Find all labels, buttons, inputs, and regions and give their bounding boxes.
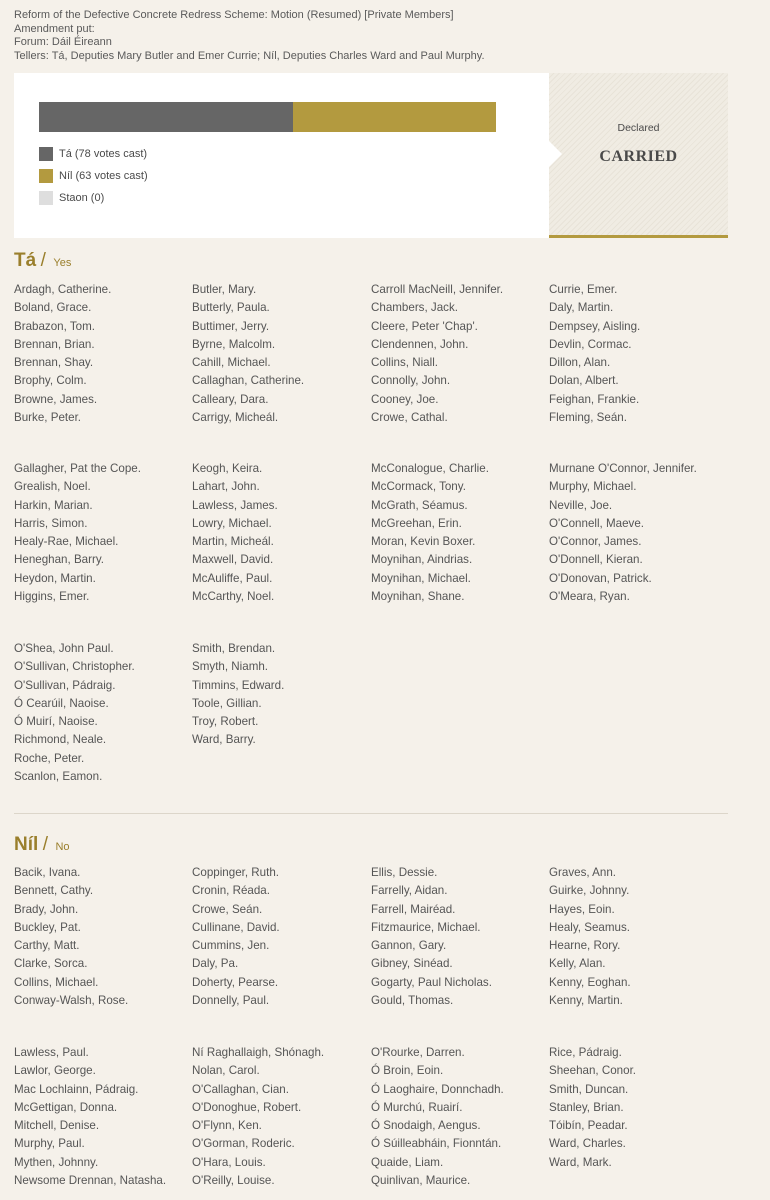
member-name: Burke, Peter.: [14, 411, 82, 425]
member-name: Kenny, Eoghan.: [549, 975, 631, 989]
member-name: O'Hara, Louis.: [192, 1155, 266, 1169]
member-name: Hearne, Rory.: [549, 939, 621, 953]
name-column: [549, 640, 728, 786]
member-name: O'Callaghan, Cian.: [192, 1082, 289, 1096]
member-name: O'Sullivan, Pádraig.: [14, 678, 116, 692]
name-column: [14, 281, 192, 427]
member-name: Buttimer, Jerry.: [192, 319, 270, 333]
vote-result-panel: [14, 73, 549, 238]
member-name: Lawless, Paul.: [14, 1046, 89, 1059]
member-name: Lawless, James.: [192, 498, 278, 512]
member-name: Mitchell, Denise.: [14, 1119, 100, 1133]
member-name: Crowe, Cathal.: [371, 411, 448, 425]
nil-names-group-2: [14, 1044, 728, 1190]
member-name: Butterly, Paula.: [192, 301, 270, 315]
member-name: Maxwell, David.: [192, 553, 274, 567]
member-name: McCarthy, Noel.: [192, 590, 275, 604]
member-name: Coppinger, Ruth.: [192, 866, 280, 879]
ta-title: Tá: [14, 250, 37, 271]
member-name: Richmond, Neale.: [14, 733, 107, 747]
member-name: Lowry, Michael.: [192, 516, 272, 530]
legend-swatch-nil: [39, 169, 53, 183]
member-name: Gannon, Gary.: [371, 939, 447, 953]
member-name: Ó Snodaigh, Aengus.: [371, 1119, 481, 1133]
member-name: Browne, James.: [14, 392, 98, 406]
name-column: [192, 1044, 371, 1190]
member-name: Mac Lochlainn, Pádraig.: [14, 1082, 139, 1096]
member-name: Brennan, Shay.: [14, 356, 94, 370]
member-name: Dempsey, Aisling.: [549, 319, 641, 333]
member-name: Ó Broin, Eoin.: [371, 1064, 444, 1078]
member-name: Cronin, Réada.: [192, 884, 270, 898]
legend-item-staon: [39, 187, 148, 209]
member-name: Cummins, Jen.: [192, 939, 270, 953]
member-name: O'Flynn, Ken.: [192, 1119, 262, 1133]
member-name: Fitzmaurice, Michael.: [371, 920, 481, 934]
member-name: Quaide, Liam.: [371, 1155, 444, 1169]
name-column: [14, 640, 192, 786]
member-name: McGettigan, Donna.: [14, 1100, 118, 1114]
name-column: [371, 1044, 549, 1190]
member-name: Ó Cearúil, Naoise.: [14, 696, 109, 710]
member-name: Moynihan, Michael.: [371, 571, 471, 585]
member-name: O'Donnell, Kieran.: [549, 553, 643, 567]
member-name: Brennan, Brian.: [14, 337, 95, 351]
vote-meta: [14, 9, 485, 63]
member-name: Moynihan, Shane.: [371, 590, 465, 604]
member-name: Clendennen, John.: [371, 337, 469, 351]
name-column: [14, 460, 192, 606]
member-name: Buckley, Pat.: [14, 920, 81, 934]
member-name: O'Sullivan, Christopher.: [14, 660, 135, 674]
member-name: Lawlor, George.: [14, 1064, 96, 1078]
member-name: Connolly, John.: [371, 374, 451, 388]
member-name: Roche, Peter.: [14, 751, 85, 765]
member-name: Healy, Seamus.: [549, 920, 630, 934]
member-name: Hayes, Eoin.: [549, 902, 615, 916]
member-name: McConalogue, Charlie.: [371, 462, 489, 475]
member-name: Mythen, Johnny.: [14, 1155, 99, 1169]
member-name: Brady, John.: [14, 902, 79, 916]
member-name: Moynihan, Aindrias.: [371, 553, 473, 567]
member-name: O'Meara, Ryan.: [549, 590, 630, 604]
member-name: Stanley, Brian.: [549, 1100, 624, 1114]
member-name: Doherty, Pearse.: [192, 975, 279, 989]
name-column: [14, 864, 192, 1010]
member-name: Brabazon, Tom.: [14, 319, 95, 333]
member-name: O'Reilly, Louise.: [192, 1174, 275, 1188]
member-name: Donnelly, Paul.: [192, 994, 270, 1008]
bar-segment-ta: [39, 102, 293, 132]
member-name: Newsome Drennan, Natasha.: [14, 1174, 167, 1188]
member-name: Conway-Walsh, Rose.: [14, 994, 129, 1008]
member-name: Grealish, Noel.: [14, 480, 91, 494]
member-name: Scanlon, Eamon.: [14, 770, 103, 784]
forum-text: Forum: Dáil Éireann: [14, 36, 112, 49]
member-name: Guirke, Johnny.: [549, 884, 630, 898]
member-name: Harris, Simon.: [14, 516, 88, 530]
member-name: Ward, Mark.: [549, 1155, 612, 1169]
member-name: Gibney, Sinéad.: [371, 957, 453, 971]
declared-panel: [549, 73, 728, 238]
member-name: Boland, Grace.: [14, 301, 92, 315]
motion-title: Reform of the Defective Concrete Redress Scheme: Motion (Resumed) [Private Members]: [14, 9, 454, 21]
name-column: [371, 864, 549, 1010]
member-name: Lahart, John.: [192, 480, 260, 494]
member-name: Kenny, Martin.: [549, 994, 623, 1008]
member-name: Heydon, Martin.: [14, 571, 96, 585]
member-name: Ó Muirí, Naoise.: [14, 715, 98, 729]
ta-slash: /: [40, 250, 46, 271]
member-name: O'Connor, James.: [549, 535, 642, 549]
member-name: Keogh, Keira.: [192, 462, 263, 475]
member-name: Murphy, Paul.: [14, 1137, 85, 1151]
member-name: Harkin, Marian.: [14, 498, 93, 512]
vote-bar: [39, 102, 496, 132]
member-name: Smith, Duncan.: [549, 1082, 629, 1096]
legend-swatch-staon: [39, 191, 53, 205]
member-name: Bacik, Ivana.: [14, 866, 81, 879]
member-name: McGrath, Séamus.: [371, 498, 468, 512]
name-column: [192, 864, 371, 1010]
member-name: O'Donoghue, Robert.: [192, 1100, 302, 1114]
member-name: Ó Súilleabháin, Fionntán.: [371, 1137, 502, 1151]
member-name: Smyth, Niamh.: [192, 660, 269, 674]
section-divider: [14, 813, 728, 814]
legend-item-ta: [39, 143, 148, 165]
member-name: Martin, Micheál.: [192, 535, 274, 549]
declared-label: Declared: [617, 122, 660, 134]
member-name: McCormack, Tony.: [371, 480, 466, 494]
legend-item-nil: [39, 165, 148, 187]
vote-legend: [39, 143, 148, 209]
name-column: [192, 281, 371, 427]
member-name: Callaghan, Catherine.: [192, 374, 305, 388]
member-name: Toole, Gillian.: [192, 696, 262, 710]
member-name: O'Gorman, Roderic.: [192, 1137, 295, 1151]
declared-result: CARRIED: [599, 148, 678, 165]
member-name: Ellis, Dessie.: [371, 866, 438, 879]
ta-subtitle: Yes: [53, 257, 72, 269]
legend-label-ta: Tá (78 votes cast): [59, 148, 148, 160]
nil-names-group-1: [14, 864, 728, 1010]
legend-label-nil: Níl (63 votes cast): [59, 170, 148, 182]
member-name: Higgins, Emer.: [14, 590, 90, 604]
member-name: Crowe, Seán.: [192, 902, 263, 916]
member-name: Clarke, Sorca.: [14, 957, 88, 971]
member-name: Tóibín, Peadar.: [549, 1119, 628, 1133]
ta-names-group-1: [14, 281, 728, 427]
member-name: Farrelly, Aidan.: [371, 884, 448, 898]
member-name: Timmins, Edward.: [192, 678, 285, 692]
member-name: Currie, Emer.: [549, 283, 618, 296]
member-name: O'Donovan, Patrick.: [549, 571, 652, 585]
member-name: O'Rourke, Darren.: [371, 1046, 465, 1059]
member-name: O'Shea, John Paul.: [14, 642, 114, 655]
nil-title: Níl: [14, 834, 39, 855]
member-name: Graves, Ann.: [549, 866, 617, 879]
member-name: Healy-Rae, Michael.: [14, 535, 119, 549]
member-name: Brophy, Colm.: [14, 374, 87, 388]
member-name: Moran, Kevin Boxer.: [371, 535, 476, 549]
nil-slash: /: [42, 834, 49, 855]
member-name: Calleary, Dara.: [192, 392, 269, 406]
nil-subtitle: No: [55, 841, 70, 853]
legend-swatch-ta: [39, 147, 53, 161]
member-name: Murphy, Michael.: [549, 480, 637, 494]
member-name: Collins, Michael.: [14, 975, 99, 989]
name-column: [192, 460, 371, 606]
name-column: [192, 640, 371, 786]
member-name: Gallagher, Pat the Cope.: [14, 462, 141, 475]
member-name: Ó Murchú, Ruairí.: [371, 1100, 463, 1114]
legend-label-staon: Staon (0): [59, 192, 105, 204]
member-name: Neville, Joe.: [549, 498, 613, 512]
name-column: [14, 1044, 192, 1190]
member-name: Cleere, Peter 'Chap'.: [371, 319, 478, 333]
member-name: Collins, Niall.: [371, 356, 439, 370]
member-name: McAuliffe, Paul.: [192, 571, 273, 585]
member-name: Nolan, Carol.: [192, 1064, 260, 1078]
member-name: Kelly, Alan.: [549, 957, 606, 971]
member-name: Daly, Pa.: [192, 957, 239, 971]
member-name: O'Connell, Maeve.: [549, 516, 645, 530]
member-name: Carroll MacNeill, Jennifer.: [371, 283, 504, 296]
bar-segment-nil: [293, 102, 496, 132]
member-name: Ní Raghallaigh, Shónagh.: [192, 1046, 325, 1059]
member-name: Bennett, Cathy.: [14, 884, 94, 898]
member-name: Rice, Pádraig.: [549, 1046, 622, 1059]
member-name: McGreehan, Erin.: [371, 516, 462, 530]
member-name: Carthy, Matt.: [14, 939, 80, 953]
member-name: Cullinane, David.: [192, 920, 280, 934]
member-name: Chambers, Jack.: [371, 301, 458, 315]
member-name: Ward, Charles.: [549, 1137, 626, 1151]
member-name: Gould, Thomas.: [371, 994, 454, 1008]
member-name: Ward, Barry.: [192, 733, 256, 747]
ta-names-group-2: [14, 460, 728, 606]
member-name: Butler, Mary.: [192, 283, 257, 296]
name-column: [371, 640, 549, 786]
ta-heading: [14, 250, 71, 272]
name-column: [549, 864, 728, 1010]
member-name: Smith, Brendan.: [192, 642, 276, 655]
member-name: Cooney, Joe.: [371, 392, 439, 406]
member-name: Sheehan, Conor.: [549, 1064, 637, 1078]
ta-names-group-3: [14, 640, 728, 786]
member-name: Dolan, Albert.: [549, 374, 619, 388]
member-name: Dillon, Alan.: [549, 356, 611, 370]
member-name: Fleming, Seán.: [549, 411, 627, 425]
member-name: Ardagh, Catherine.: [14, 283, 112, 296]
member-name: Cahill, Michael.: [192, 356, 271, 370]
member-name: Quinlivan, Maurice.: [371, 1174, 471, 1188]
member-name: Devlin, Cormac.: [549, 337, 632, 351]
member-name: Byrne, Malcolm.: [192, 337, 276, 351]
name-column: [371, 281, 549, 427]
question-text: Amendment put:: [14, 22, 95, 35]
name-column: [549, 460, 728, 606]
member-name: Ó Laoghaire, Donnchadh.: [371, 1082, 504, 1096]
nil-heading: [14, 834, 70, 856]
member-name: Troy, Robert.: [192, 715, 259, 729]
member-name: Farrell, Mairéad.: [371, 902, 456, 916]
member-name: Heneghan, Barry.: [14, 553, 105, 567]
name-column: [549, 281, 728, 427]
name-column: [371, 460, 549, 606]
tellers-text: Tellers: Tá, Deputies Mary Butler and Emer Currie; Níl, Deputies Charles Ward and Paul Murphy.: [14, 49, 485, 62]
member-name: Feighan, Frankie.: [549, 392, 640, 406]
member-name: Gogarty, Paul Nicholas.: [371, 975, 492, 989]
member-name: Carrigy, Micheál.: [192, 411, 279, 425]
name-column: [549, 1044, 728, 1190]
member-name: Daly, Martin.: [549, 301, 614, 315]
member-name: Murnane O'Connor, Jennifer.: [549, 462, 697, 475]
